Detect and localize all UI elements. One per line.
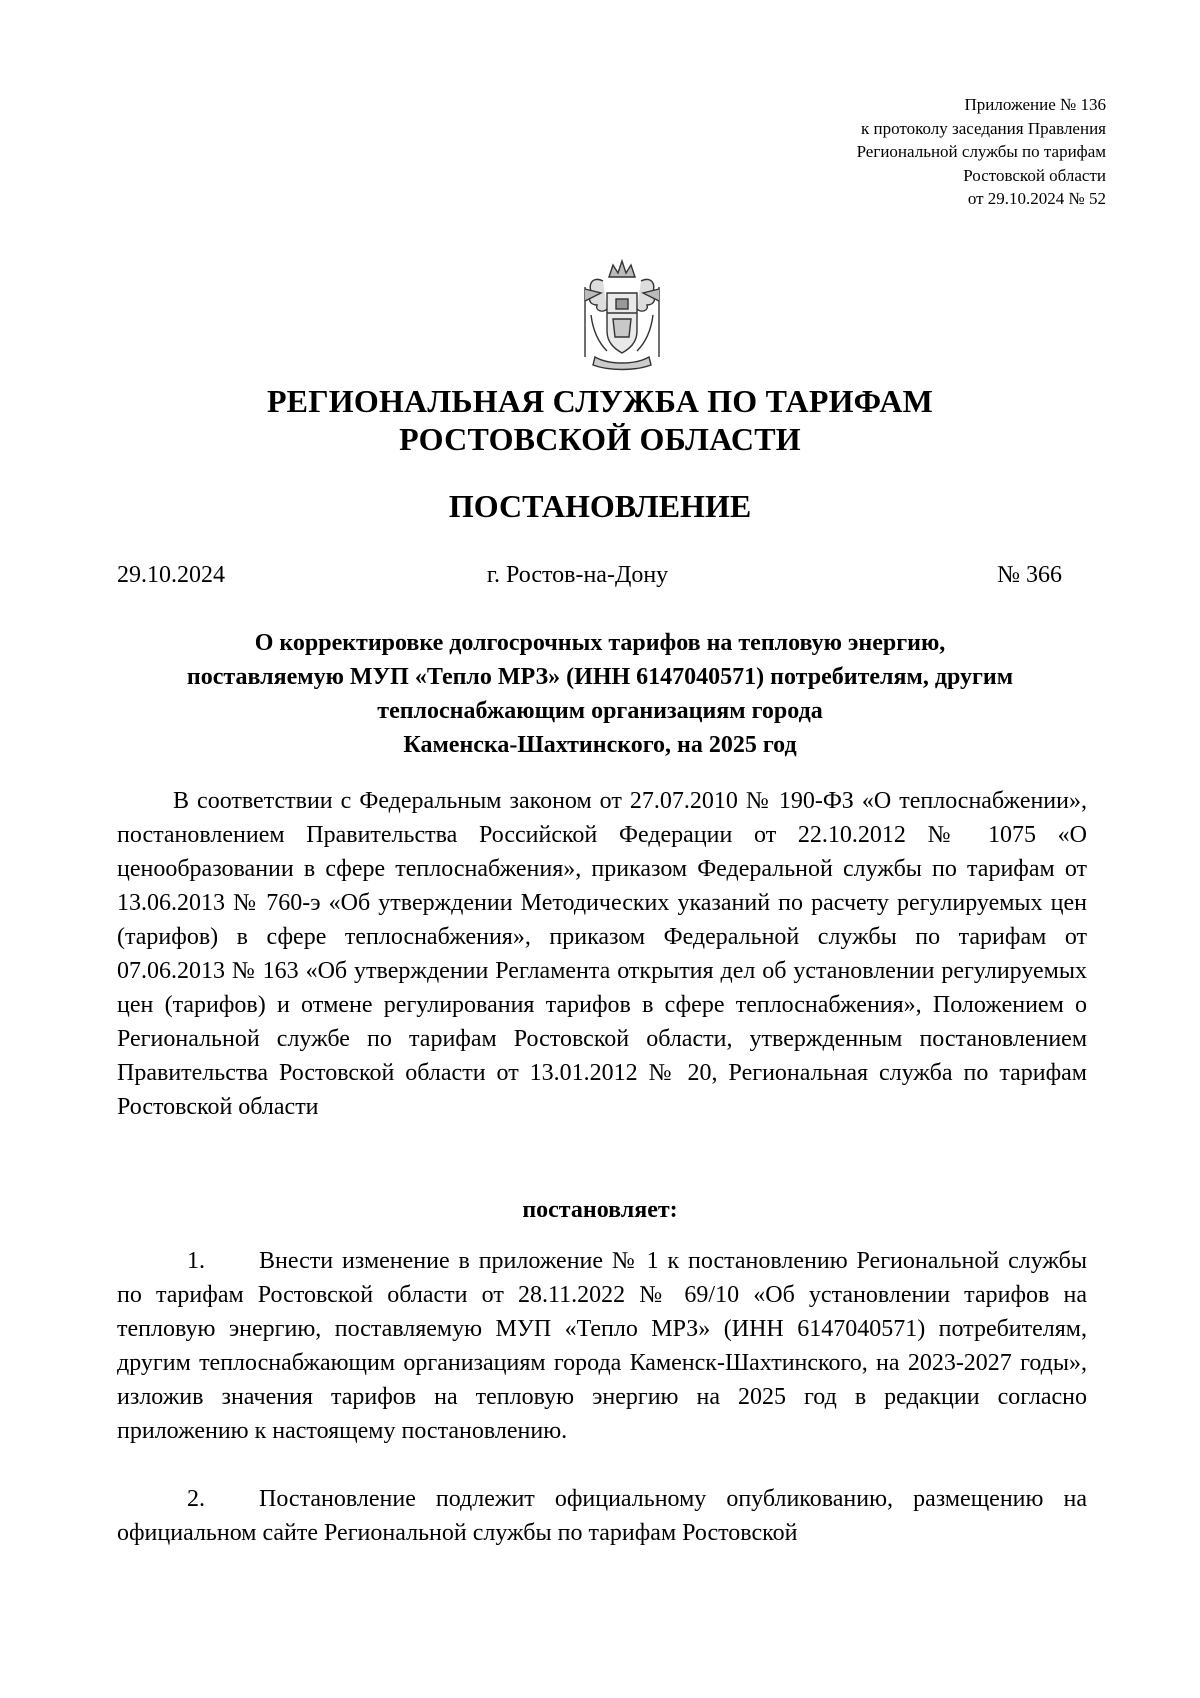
- subject-line: поставляемую МУП «Тепло МРЗ» (ИНН 6147040571) потребителям, другим: [186, 664, 1014, 690]
- resolution-item: [117, 1482, 1087, 1550]
- item-text: Постановление подлежит официальному опубликованию, размещению на официальном сайте Региональной службы по тарифам Ростовской: [117, 1486, 1087, 1546]
- organization-name: [0, 382, 1200, 458]
- subject-line: О корректировке долгосрочных тарифов на тепловую энергию,: [254, 630, 946, 656]
- document-city: г. Ростов-на-Дону: [486, 562, 669, 588]
- resolution-item: [117, 1244, 1087, 1448]
- item-text: Внести изменение в приложение № 1 к постановлению Региональной службы по тарифам Ростовской области от 28.11.2022 № 69/10 «Об установлении тарифов на тепловую энергию, поставляемую МУП «Тепло МРЗ» (ИНН 6147040571) потребителям, другим теплоснабжающим организациям города Каменск-Шахтинского, на 2023-2027 годы», изложив значения тарифов на тепловую энергию на 2025 год в редакции согласно приложению к настоящему постановлению.: [117, 1248, 1087, 1444]
- organization-name-line1: РЕГИОНАЛЬНАЯ СЛУЖБА ПО ТАРИФАМ: [266, 383, 934, 419]
- appendix-line: Приложение № 136: [964, 95, 1106, 114]
- document-number: № 366: [997, 562, 1062, 588]
- appendix-line: Региональной службы по тарифам: [856, 142, 1106, 161]
- organization-name-line2: РОСТОВСКОЙ ОБЛАСТИ: [399, 421, 801, 457]
- document-subject: [0, 626, 1200, 762]
- appendix-note: [686, 93, 1106, 211]
- appendix-line: Ростовской области: [963, 165, 1106, 185]
- subject-line: Каменска-Шахтинского, на 2025 год: [403, 732, 797, 758]
- document-date: 29.10.2024: [117, 562, 225, 588]
- coat-of-arms-icon: [573, 257, 671, 373]
- preamble-paragraph: В соответствии с Федеральным законом от 27.07.2010 № 190-ФЗ «О теплоснабжении», постановлением Правительства Российской Федерации от 22.10.2012 № 1075 «О ценообразовании в сфере теплоснабжения», приказом Федеральной службы по тарифам от 13.06.2013 № 760-э «Об утверждении Методических указаний по расчету регулируемых цен (тарифов) в сфере теплоснабжения», приказом Федеральной службы по тарифам от 07.06.2013 № 163 «Об утверждении Регламента открытия дел об установлении регулируемых цен (тарифов) и отмене регулирования тарифов в сфере теплоснабжения», Положением о Региональной службе по тарифам Ростовской области, утвержденным постановлением Правительства Ростовской области от 13.01.2012 № 20, Региональная служба по тарифам Ростовской области: [117, 788, 1087, 1120]
- item-number: 1.: [187, 1248, 205, 1274]
- appendix-line: от 29.10.2024 № 52: [967, 189, 1106, 208]
- appendix-line: к протоколу заседания Правления: [861, 118, 1106, 138]
- resolves-heading: постановляет:: [522, 1197, 678, 1223]
- subject-line: теплоснабжающим организациям города: [377, 698, 823, 724]
- item-number: 2.: [187, 1486, 205, 1512]
- document-type: ПОСТАНОВЛЕНИЕ: [448, 488, 752, 524]
- date-line: [117, 558, 1062, 592]
